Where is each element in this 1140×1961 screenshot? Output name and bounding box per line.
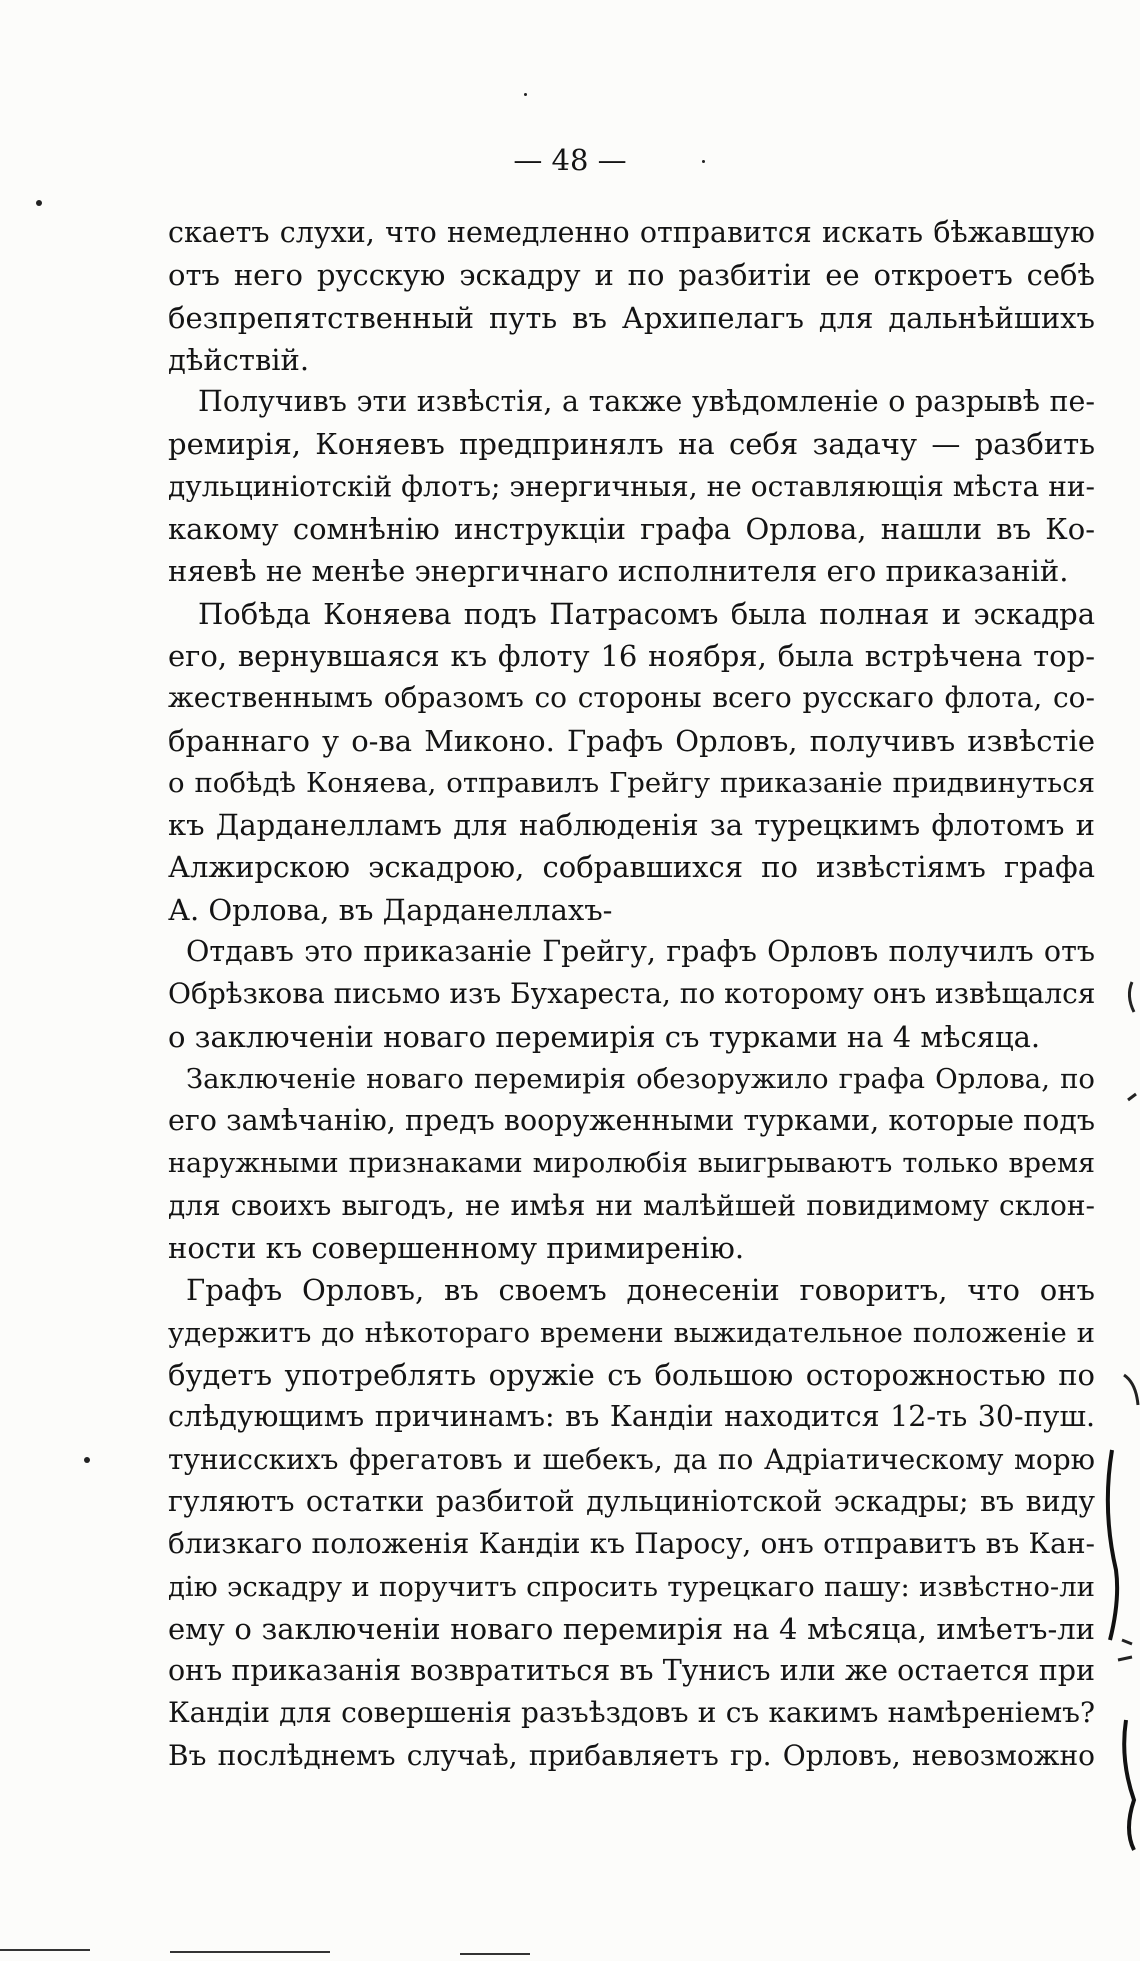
text-line: дѣйствій. [168,342,310,377]
text-line: браннаго у о-ва Миконо. Графъ Орловъ, получивъ извѣстіе [168,723,1095,758]
text-line: Графъ Орловъ, въ своемъ донесеніи говоритъ, что онъ [186,1273,1095,1308]
paragraph-1 [168,212,1095,381]
ink-speck [702,160,705,163]
text-line: няевѣ не менѣе энергичнаго исполнителя его приказаній. [168,554,1069,589]
text-line: о побѣдѣ Коняева, отправилъ Грейгу приказаніе придвинуться [168,766,1095,799]
text-line: Отдавъ это приказаніе Грейгу, графъ Орловъ получилъ отъ [186,935,1095,969]
text-line: Побѣда Коняева подъ Патрасомъ была полная и эскадра [198,596,1095,631]
paragraph-2 [168,381,1095,592]
text-line: отъ него русскую эскадру и по разбитіи ее откроетъ себѣ [168,258,1095,293]
text-line: безпрепятственный путь въ Архипелагъ для дальнѣйшихъ [168,300,1095,335]
paragraph-4 [168,931,1095,1058]
body-text [168,212,1095,1777]
text-line: ремирія, Коняевъ предпринялъ на себя задачу — разбить [168,427,1095,462]
text-line: Получивъ эти извѣстія, а также увѣдомленіе о разрывѣ пе- [198,385,1095,419]
text-line: скаетъ слухи, что немедленно отправится искать бѣжавшую [168,216,1095,249]
text-line: Въ послѣднемъ случаѣ, прибавляетъ гр. Орловъ, невозможно [168,1738,1095,1772]
text-line: его, вернувшаяся къ флоту 16 ноября, была встрѣчена тор- [168,638,1095,673]
text-line: дію эскадру и поручитъ спросить турецкаго пашу: извѣстно-ли [168,1570,1095,1603]
paragraph-3 [168,593,1095,931]
text-line: будетъ употреблять оружіе съ большою осторожностью по [168,1358,1095,1393]
binding-edge-marks [1098,960,1140,1860]
text-line: какому сомнѣнію инструкціи графа Орлова, нашли въ Ко- [168,512,1095,547]
text-line: о заключеніи новаго перемирія съ турками на 4 мѣсяца. [168,1019,1041,1054]
text-line: Заключеніе новаго перемирія обезоружило графа Орлова, по [186,1062,1095,1095]
text-line: для своихъ выгодъ, не имѣя ни малѣйшей повидимому склон- [168,1188,1095,1222]
text-line: А. Орлова, въ Дарданеллахъ- [168,892,613,927]
ink-speck [524,93,527,96]
bottom-rule-fragment [170,1951,330,1953]
text-line: дульциніотскій флотъ; энергичныя, не оставляющія мѣста ни- [168,469,1095,503]
page-number: — 48 — [513,143,627,177]
paragraph-6 [168,1269,1095,1777]
text-line: Кандіи для совершенія разъѣздовъ и съ какимъ намѣреніемъ? [168,1696,1095,1730]
text-line: слѣдующимъ причинамъ: въ Кандіи находится 12-ть 30-пуш. [168,1400,1095,1434]
text-line: ему о заключеніи новаго перемирія на 4 мѣсяца, имѣетъ-ли [168,1611,1095,1646]
text-line: Алжирскою эскадрою, собравшихся по извѣстіямъ графа [168,850,1095,885]
text-line: удержитъ до нѣкотораго времени выжидательное положеніе и [168,1316,1095,1349]
ink-speck [36,200,42,206]
text-line: къ Дарданелламъ для наблюденія за турецкимъ флотомъ и [168,808,1095,843]
text-line: жественнымъ образомъ со стороны всего русскаго флота, со- [168,681,1095,715]
ink-speck [84,1457,90,1463]
bottom-rule-fragment [460,1953,530,1955]
text-line: тунисскихъ фрегатовъ и шебекъ, да по Адріатическому морю [168,1442,1095,1476]
text-line: наружными признаками миролюбія выигрываютъ только время [168,1147,1095,1179]
text-line: близкаго положенія Кандіи къ Паросу, онъ отправитъ въ Кан- [168,1527,1095,1561]
text-line: его замѣчанію, предъ вооруженными турками, которые подъ [168,1104,1095,1138]
text-line: онъ приказанія возвратиться въ Тунисъ или же остается при [168,1654,1095,1688]
text-line: Обрѣзкова письмо изъ Бухареста, по которому онъ извѣщался [168,977,1096,1011]
bottom-rule-fragment [0,1949,90,1951]
paragraph-5 [168,1058,1095,1269]
text-line: гуляютъ остатки разбитой дульциніотской эскадры; въ виду [168,1484,1095,1518]
text-line: ности къ совершенному примиренію. [168,1231,745,1266]
